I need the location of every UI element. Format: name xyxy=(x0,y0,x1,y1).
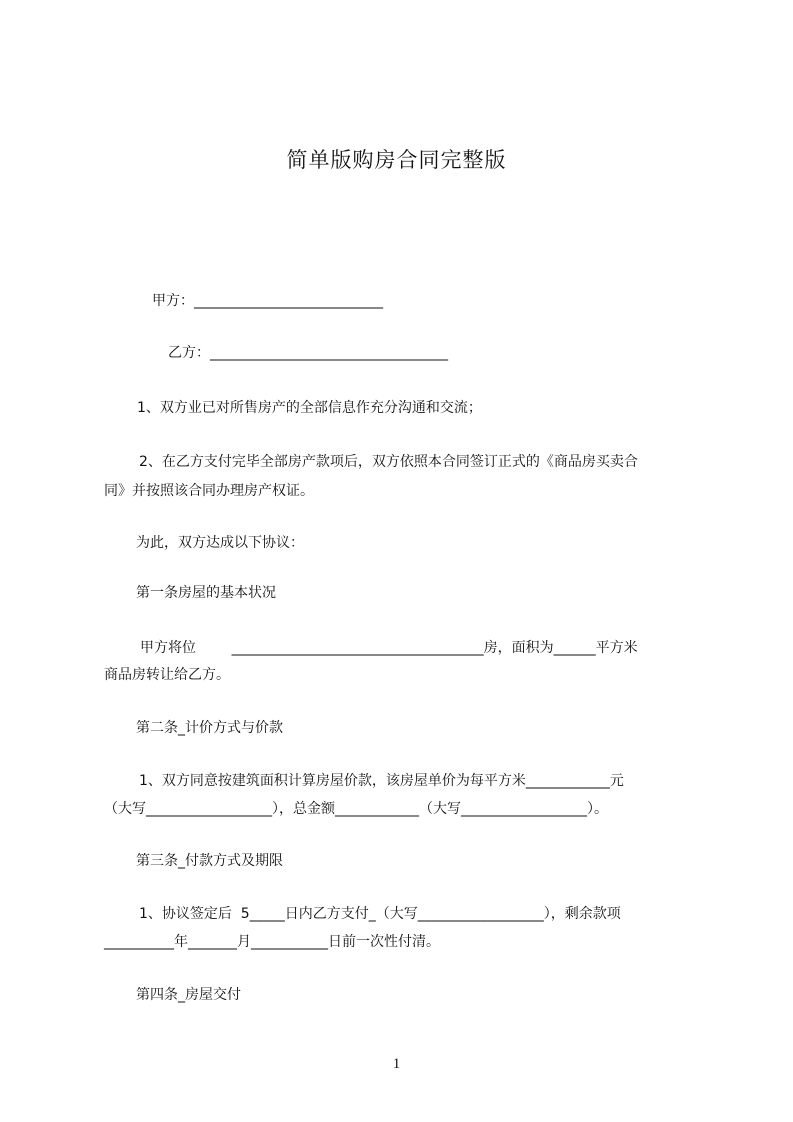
article-3-line-1: 1、协议签定后 5_____日内乙方支付_（大写__________________），剩余款项 xyxy=(139,906,621,922)
article-2-heading: 第二条_计价方式与价款 xyxy=(136,720,283,736)
party-a-line: 甲方：___________________________ xyxy=(152,293,383,309)
party-b-line: 乙方：__________________________________ xyxy=(168,345,448,361)
clause-2-line-2: 同》并按照该合同办理房产权证。 xyxy=(104,483,314,499)
article-1-line-1: 甲方将位 ____________________________________房，面积为______平方米 xyxy=(140,640,638,656)
article-3-line-2: __________年_______月___________日前一次性付清。 xyxy=(104,934,440,950)
article-2-line-1: 1、双方同意按建筑面积计算房屋价款，该房屋单价为每平方米____________元 xyxy=(139,773,624,789)
article-3-heading: 第三条_付款方式及期限 xyxy=(136,853,283,869)
clause-2-line-1: 2、在乙方支付完毕全部房产款项后，双方依照本合同签订正式的《商品房买卖合 xyxy=(139,454,638,470)
document-title: 简单版购房合同完整版 xyxy=(286,148,507,172)
agreement-intro: 为此，双方达成以下协议： xyxy=(136,535,304,551)
page-number: 1 xyxy=(392,1056,401,1072)
clause-1: 1、双方业已对所售房产的全部信息作充分沟通和交流； xyxy=(137,400,482,416)
article-4-heading: 第四条_房屋交付 xyxy=(136,987,241,1003)
article-2-line-2: （大写__________________），总金额____________（大写__________________）。 xyxy=(104,801,608,817)
article-1-heading: 第一条房屋的基本状况 xyxy=(136,585,276,601)
article-1-line-2: 商品房转让给乙方。 xyxy=(104,667,230,683)
